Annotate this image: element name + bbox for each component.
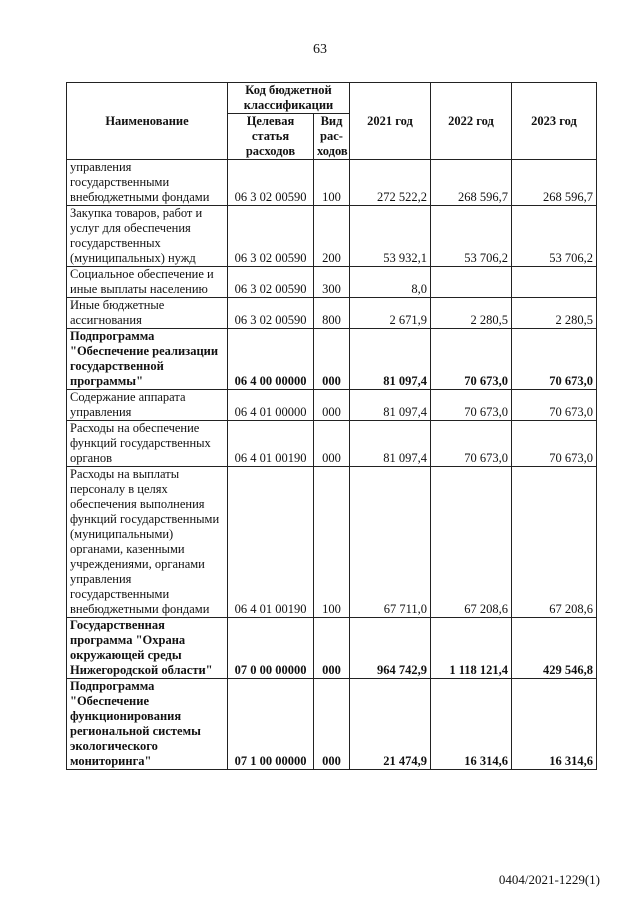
page-number: 63: [313, 42, 327, 57]
table-row: [67, 421, 597, 467]
row-2021-value: 21 474,9: [350, 679, 431, 770]
table-row: [67, 160, 597, 206]
row-target-article: 07 1 00 00000: [228, 679, 314, 770]
row-name: управления государственными внебюджетными фондами: [67, 160, 228, 206]
row-target-article: 06 3 02 00590: [228, 160, 314, 206]
row-expense-kind: 000: [314, 618, 350, 679]
row-2021-value: 53 932,1: [350, 206, 431, 267]
row-name: Закупка товаров, работ и услуг для обеспечения государственных (муниципальных) нужд: [67, 206, 228, 267]
table-row: [67, 298, 597, 329]
header-name: Наименование: [67, 83, 228, 160]
row-expense-kind: 800: [314, 298, 350, 329]
row-2023-value: 2 280,5: [512, 298, 597, 329]
row-2023-value: 53 706,2: [512, 206, 597, 267]
row-expense-kind: 200: [314, 206, 350, 267]
row-2021-value: 67 711,0: [350, 467, 431, 618]
row-name: Расходы на обеспечение функций государственных органов: [67, 421, 228, 467]
row-2022-value: 268 596,7: [431, 160, 512, 206]
row-name: Государственная программа "Охрана окружающей среды Нижегородской области": [67, 618, 228, 679]
row-name: Содержание аппарата управления: [67, 390, 228, 421]
row-2022-value: 16 314,6: [431, 679, 512, 770]
row-name: Подпрограмма "Обеспечение реализации государственной программы": [67, 329, 228, 390]
row-expense-kind: 300: [314, 267, 350, 298]
row-2023-value: 16 314,6: [512, 679, 597, 770]
row-2022-value: 70 673,0: [431, 390, 512, 421]
row-2023-value: 429 546,8: [512, 618, 597, 679]
row-2021-value: 81 097,4: [350, 329, 431, 390]
row-2023-value: 67 208,6: [512, 467, 597, 618]
row-target-article: 06 3 02 00590: [228, 298, 314, 329]
row-target-article: 06 3 02 00590: [228, 267, 314, 298]
table-row: [67, 329, 597, 390]
row-2023-value: 70 673,0: [512, 329, 597, 390]
table-row: [67, 267, 597, 298]
row-2023-value: 70 673,0: [512, 390, 597, 421]
row-2021-value: 2 671,9: [350, 298, 431, 329]
row-name: Социальное обеспечение и иные выплаты населению: [67, 267, 228, 298]
row-2023-value: 268 596,7: [512, 160, 597, 206]
row-expense-kind: 100: [314, 160, 350, 206]
row-2021-value: 964 742,9: [350, 618, 431, 679]
header-kbk: Код бюджетной классификации: [228, 83, 350, 114]
row-2022-value: 53 706,2: [431, 206, 512, 267]
row-expense-kind: 000: [314, 421, 350, 467]
row-name: Иные бюджетные ассигнования: [67, 298, 228, 329]
row-2023-value: 70 673,0: [512, 421, 597, 467]
row-2022-value: 1 118 121,4: [431, 618, 512, 679]
header-target-article: Целевая статья расходов: [228, 114, 314, 160]
row-2023-value: [512, 267, 597, 298]
row-2021-value: 272 522,2: [350, 160, 431, 206]
header-2023: 2023 год: [512, 83, 597, 160]
row-2021-value: 8,0: [350, 267, 431, 298]
row-name: Расходы на выплаты персоналу в целях обеспечения выполнения функций государственными (муниципальными) органами, казенными учреждениями, органами управления государственными внебюджетными фондами: [67, 467, 228, 618]
row-target-article: 06 4 01 00190: [228, 421, 314, 467]
row-target-article: 06 4 01 00190: [228, 467, 314, 618]
table-row: [67, 618, 597, 679]
row-target-article: 07 0 00 00000: [228, 618, 314, 679]
row-expense-kind: 000: [314, 679, 350, 770]
table-row: [67, 467, 597, 618]
row-expense-kind: 000: [314, 390, 350, 421]
budget-table: [66, 82, 597, 770]
row-target-article: 06 3 02 00590: [228, 206, 314, 267]
table-row: [67, 679, 597, 770]
header-2022: 2022 год: [431, 83, 512, 160]
document-code: 0404/2021-1229(1): [498, 872, 600, 887]
row-2022-value: 67 208,6: [431, 467, 512, 618]
table-row: [67, 206, 597, 267]
header-2021: 2021 год: [350, 83, 431, 160]
row-target-article: 06 4 01 00000: [228, 390, 314, 421]
row-2022-value: 2 280,5: [431, 298, 512, 329]
row-2022-value: 70 673,0: [431, 329, 512, 390]
row-expense-kind: 100: [314, 467, 350, 618]
row-2022-value: [431, 267, 512, 298]
row-target-article: 06 4 00 00000: [228, 329, 314, 390]
row-2021-value: 81 097,4: [350, 421, 431, 467]
row-name: Подпрограмма "Обеспечение функционирования региональной системы экологического мониторинга": [67, 679, 228, 770]
row-2021-value: 81 097,4: [350, 390, 431, 421]
row-expense-kind: 000: [314, 329, 350, 390]
header-expense-kind: Вид рас-ходов: [314, 114, 350, 160]
table-row: [67, 390, 597, 421]
row-2022-value: 70 673,0: [431, 421, 512, 467]
